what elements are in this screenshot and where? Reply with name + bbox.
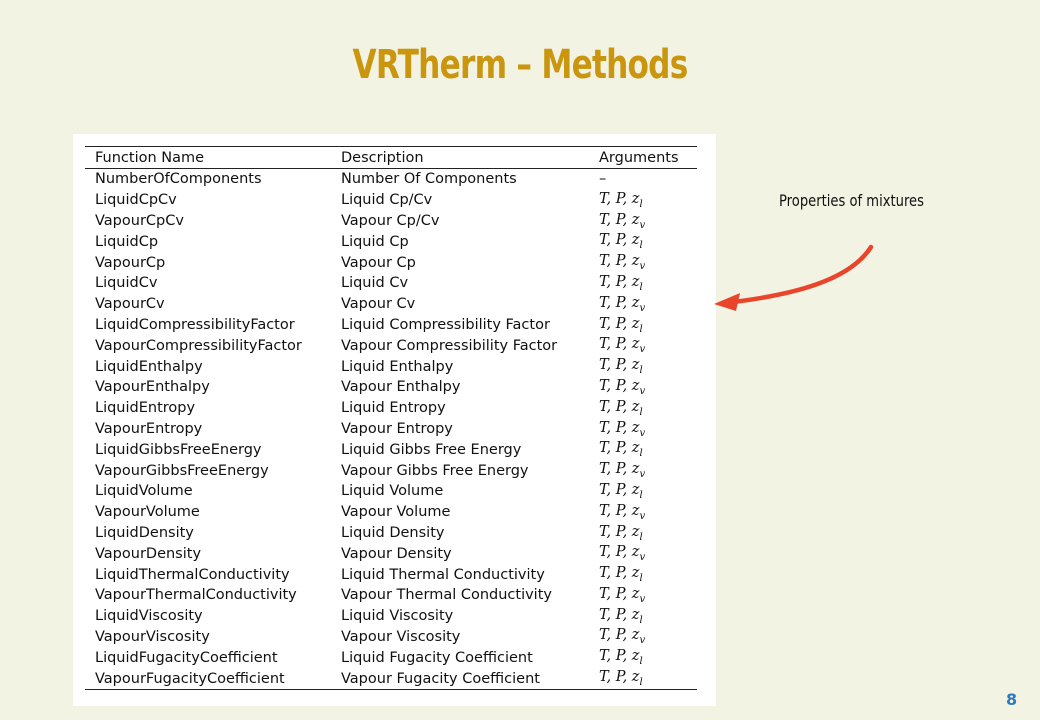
function-name-cell: VapourDensity xyxy=(95,545,202,562)
function-name-cell: VapourCp xyxy=(95,254,166,271)
description-cell: Liquid Cp/Cv xyxy=(341,192,433,209)
arguments-subscript: v xyxy=(639,469,646,480)
page-number: 8 xyxy=(1006,690,1018,709)
table-row xyxy=(85,398,697,419)
slide-title: VRTherm – Methods xyxy=(352,42,688,88)
header-function-name: Function Name xyxy=(85,147,331,169)
arguments-cell xyxy=(589,419,697,440)
arguments-subscript: v xyxy=(639,302,646,314)
methods-table xyxy=(85,146,697,690)
function-name-cell: LiquidCp xyxy=(95,233,159,250)
arguments-text: T, P, z xyxy=(599,273,640,290)
arguments-cell xyxy=(589,564,697,585)
table-row xyxy=(85,585,697,606)
function-name-cell: LiquidViscosity xyxy=(95,608,203,625)
arguments-text: T, P, z xyxy=(599,253,640,270)
arguments-cell xyxy=(589,481,697,502)
table-row xyxy=(85,377,697,398)
arguments-text: T, P, z xyxy=(599,502,640,519)
description-cell: Liquid Density xyxy=(341,524,445,541)
arguments-subscript: l xyxy=(639,656,643,668)
function-name-cell: VapourGibbsFreeEnergy xyxy=(95,462,269,479)
arguments-text: T, P, z xyxy=(599,627,640,644)
table-header-row xyxy=(85,147,697,169)
description-cell: Vapour Compressibility Factor xyxy=(341,337,558,354)
arguments-text: T, P, z xyxy=(599,648,640,665)
description-cell: Vapour Cp/Cv xyxy=(341,212,440,229)
description-cell: Vapour Cp xyxy=(341,254,416,271)
description-cell: Liquid Volume xyxy=(341,483,444,500)
arguments-text: T, P, z xyxy=(599,315,640,332)
description-cell: Vapour Cv xyxy=(341,296,416,313)
arguments-cell xyxy=(589,252,697,273)
arguments-text: T, P, z xyxy=(599,606,640,623)
description-cell: Liquid Viscosity xyxy=(341,608,454,625)
table-row xyxy=(85,252,697,273)
table-row xyxy=(85,627,697,648)
arguments-cell xyxy=(589,211,697,232)
arguments-text: T, P, z xyxy=(599,419,640,436)
arguments-text: T, P, z xyxy=(599,523,640,540)
arguments-text: T, P, z xyxy=(599,294,640,311)
arguments-cell xyxy=(589,439,697,460)
header-arguments: Arguments xyxy=(589,147,697,169)
function-name-cell: VapourThermalConductivity xyxy=(95,587,297,604)
arguments-cell xyxy=(589,190,697,211)
description-cell: Vapour Enthalpy xyxy=(341,379,461,396)
arguments-subscript: v xyxy=(639,427,646,439)
arguments-text: T, P, z xyxy=(599,336,640,353)
table-row xyxy=(85,419,697,440)
arguments-subscript: v xyxy=(639,510,646,522)
arguments-cell xyxy=(589,523,697,544)
function-name-cell: LiquidCpCv xyxy=(95,192,177,209)
arguments-subscript: v xyxy=(639,552,646,564)
table-row xyxy=(85,294,697,315)
arguments-subscript: l xyxy=(639,240,643,252)
arguments-cell: – xyxy=(599,171,607,188)
function-name-cell: LiquidEntropy xyxy=(95,400,196,417)
arguments-subscript: v xyxy=(639,593,646,605)
arguments-cell xyxy=(589,377,697,398)
arguments-text: T, P, z xyxy=(599,461,640,478)
arguments-text: T, P, z xyxy=(599,377,640,394)
description-cell: Liquid Cv xyxy=(341,275,409,292)
description-cell: Liquid Gibbs Free Energy xyxy=(341,441,522,458)
function-name-cell: VapourCompressibilityFactor xyxy=(95,337,302,354)
arguments-cell xyxy=(589,231,697,252)
arguments-cell xyxy=(589,335,697,356)
arguments-text: T, P, z xyxy=(599,565,640,582)
arguments-cell xyxy=(589,398,697,419)
function-name-cell: LiquidCompressibilityFactor xyxy=(95,316,295,333)
arguments-text: T, P, z xyxy=(599,232,640,249)
table-row xyxy=(85,647,697,668)
table-row xyxy=(85,668,697,689)
function-name-cell: VapourEnthalpy xyxy=(95,379,210,396)
description-cell: Liquid Fugacity Coefficient xyxy=(341,649,533,666)
arguments-text: T, P, z xyxy=(599,211,640,228)
table-body xyxy=(85,169,697,690)
arguments-subscript: v xyxy=(639,344,646,356)
description-cell: Vapour Thermal Conductivity xyxy=(341,587,552,604)
table-row xyxy=(85,502,697,523)
description-cell: Vapour Volume xyxy=(341,504,451,521)
arguments-text: T, P, z xyxy=(599,669,640,686)
table-row xyxy=(85,190,697,211)
function-name-cell: VapourCv xyxy=(95,296,165,313)
function-name-cell: VapourVolume xyxy=(95,504,200,521)
mixtures-annotation: Properties of mixtures xyxy=(779,191,924,210)
function-name-cell: LiquidGibbsFreeEnergy xyxy=(95,441,262,458)
arguments-cell xyxy=(589,460,697,481)
arguments-text: T, P, z xyxy=(599,357,640,374)
description-cell: Vapour Gibbs Free Energy xyxy=(341,462,529,479)
arguments-text: T, P, z xyxy=(599,190,640,207)
description-cell: Liquid Compressibility Factor xyxy=(341,316,550,333)
arguments-subscript: l xyxy=(639,406,643,418)
table-row xyxy=(85,211,697,232)
description-cell: Liquid Cp xyxy=(341,233,409,250)
arguments-cell xyxy=(589,273,697,294)
function-name-cell: NumberOfComponents xyxy=(95,171,262,188)
curved-arrow-icon xyxy=(700,235,880,315)
table-row xyxy=(85,564,697,585)
arguments-subscript: l xyxy=(639,614,643,626)
description-cell: Number Of Components xyxy=(341,171,517,188)
arguments-text: T, P, z xyxy=(599,440,640,457)
description-cell: Vapour Fugacity Coefficient xyxy=(331,668,589,689)
arguments-subscript: l xyxy=(639,323,643,335)
table-row xyxy=(85,356,697,377)
arguments-text: T, P, z xyxy=(599,398,640,415)
table-row xyxy=(85,481,697,502)
function-name-cell: LiquidThermalConductivity xyxy=(95,566,290,583)
table-row xyxy=(85,543,697,564)
arguments-subscript: l xyxy=(639,572,643,584)
function-name-cell: LiquidVolume xyxy=(95,483,193,500)
function-name-cell: LiquidFugacityCoefficient xyxy=(95,649,278,666)
function-name-cell: VapourEntropy xyxy=(95,420,203,437)
arguments-cell xyxy=(589,502,697,523)
description-cell: Vapour Entropy xyxy=(341,420,453,437)
function-name-cell: LiquidEnthalpy xyxy=(95,358,203,375)
description-cell: Vapour Density xyxy=(341,545,452,562)
arguments-subscript: v xyxy=(639,385,646,397)
table-row xyxy=(85,315,697,336)
function-name-cell: LiquidCv xyxy=(95,275,158,292)
function-name-cell: LiquidDensity xyxy=(95,524,194,541)
arguments-text: T, P, z xyxy=(599,585,640,602)
table-row xyxy=(85,231,697,252)
arguments-text: T, P, z xyxy=(599,544,640,561)
arguments-cell xyxy=(589,294,697,315)
function-name-cell: VapourFugacityCoefficient xyxy=(85,668,331,689)
arguments-subscript: v xyxy=(639,261,646,273)
table-row xyxy=(85,460,697,481)
arguments-subscript: l xyxy=(639,676,643,688)
arguments-cell xyxy=(589,627,697,648)
arguments-cell xyxy=(589,647,697,668)
arguments-cell xyxy=(589,668,697,689)
arguments-subscript: l xyxy=(639,198,643,210)
description-cell: Vapour Viscosity xyxy=(341,628,461,645)
arguments-subscript: l xyxy=(639,365,643,377)
arguments-cell xyxy=(589,356,697,377)
arguments-subscript: l xyxy=(639,281,643,293)
description-cell: Liquid Entropy xyxy=(341,400,446,417)
table-row xyxy=(85,606,697,627)
description-cell: Liquid Thermal Conductivity xyxy=(341,566,545,583)
table-row xyxy=(85,439,697,460)
header-description: Description xyxy=(331,147,589,169)
arguments-subscript: v xyxy=(639,635,646,647)
function-name-cell: VapourViscosity xyxy=(95,628,210,645)
table-row xyxy=(85,169,697,190)
table-row xyxy=(85,523,697,544)
arguments-text: T, P, z xyxy=(599,481,640,498)
table-row xyxy=(85,335,697,356)
function-name-cell: VapourCpCv xyxy=(95,212,184,229)
arguments-subscript: v xyxy=(639,219,646,231)
arguments-subscript: l xyxy=(639,448,643,460)
description-cell: Liquid Enthalpy xyxy=(341,358,454,375)
arguments-subscript: l xyxy=(639,489,643,501)
arguments-cell xyxy=(589,585,697,606)
arguments-cell xyxy=(589,606,697,627)
arguments-cell xyxy=(589,315,697,336)
table-row xyxy=(85,273,697,294)
arguments-subscript: l xyxy=(639,531,643,543)
methods-table-panel xyxy=(73,134,716,706)
arguments-cell xyxy=(589,543,697,564)
